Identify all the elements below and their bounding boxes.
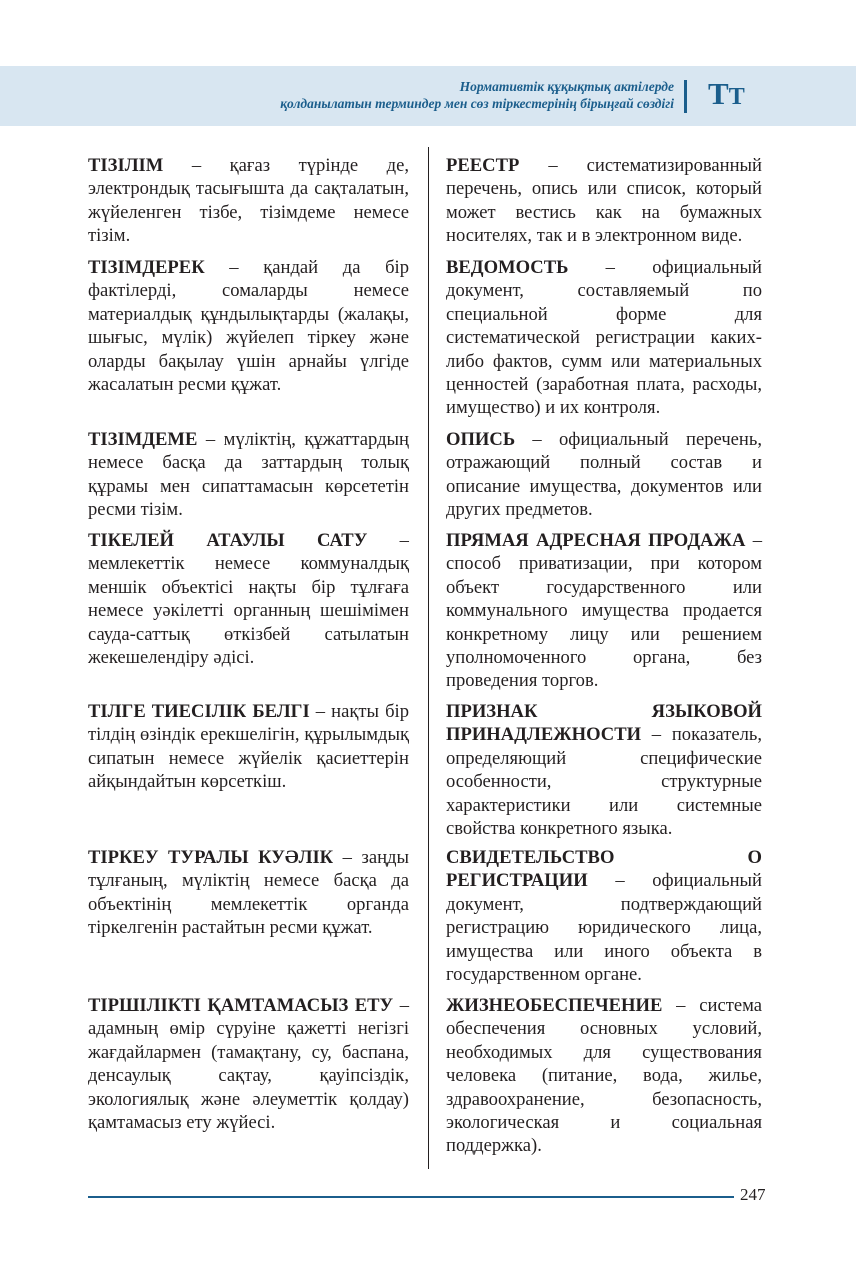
section-letter-big: Т — [708, 76, 729, 111]
definition-ru: – официальный документ, составляемый по специальной форме для систематической регистрации каких-либо фактов, сумм или материальных ценностей (заработная плата, расходы, имущество) и их контроля. — [446, 257, 762, 419]
term-kz: ТІЗІЛІМ — [88, 155, 164, 176]
definition-kz: – заңды тұлғаның, мүліктің немесе басқа да объектінің мемлекеттік органда тіркелгенін растайтын ресми құжат. — [88, 847, 409, 939]
entry-ru — [446, 154, 762, 248]
footer-rule — [88, 1196, 734, 1198]
term-ru: РЕЕСТР — [446, 155, 520, 176]
term-kz: ТІЗІМДЕМЕ — [88, 429, 198, 450]
term-kz: ТІЗІМДЕРЕК — [88, 257, 205, 278]
definition-ru: – официальный документ, подтверждающий регистрацию юридического лица, имущества или иного объекта в государственном органе. — [446, 870, 762, 986]
entry-ru — [446, 846, 762, 986]
term-ru: ЖИЗНЕОБЕСПЕЧЕНИЕ — [446, 995, 663, 1016]
term-ru: СВИДЕТЕЛЬСТВО О РЕГИСТРАЦИИ — [446, 847, 762, 892]
entry-kz — [88, 700, 409, 794]
term-kz: ТІРКЕУ ТУРАЛЫ КУӘЛІК — [88, 847, 334, 868]
entry-ru — [446, 994, 762, 1158]
term-kz: ТІРШІЛІКТІ ҚАМТАМАСЫЗ ЕТУ — [88, 995, 394, 1016]
definition-kz: – мемлекеттік немесе коммуналдық меншік объектісі нақты бір тұлғаға немесе уәкілетті органның шешімімен сауда-саттық өткізбей сатылатын жекешелендіру әдісі. — [88, 530, 409, 669]
definition-ru: – система обеспечения основных условий, необходимых для существования человека (питание, вода, жилье, здравоохранение, безопасность, экологическая и социальная поддержка). — [446, 995, 762, 1157]
definition-ru: – способ приватизации, при котором объект государственного или коммунального имущества продается конкретному лицу или решением уполномоченного органа, без проведения торгов. — [446, 530, 762, 692]
page-number: 247 — [740, 1185, 766, 1204]
definition-kz: – мүліктің, құжаттардың немесе басқа да заттардың толық құрамы мен сипаттамасын көрсететін ресми тізім. — [88, 429, 409, 521]
entry-ru — [446, 700, 762, 840]
entry-kz — [88, 428, 409, 522]
term-ru: ВЕДОМОСТЬ — [446, 257, 569, 278]
term-kz: ТІЛГЕ ТИЕСІЛІК БЕЛГІ — [88, 701, 310, 722]
entry-ru — [446, 428, 762, 522]
definition-ru: – официальный перечень, отражающий полный состав и описание имущества, документов или других предметов. — [446, 429, 762, 521]
running-header — [280, 78, 674, 112]
column-divider — [428, 147, 429, 1169]
section-letter-small: Т — [728, 84, 745, 110]
entry-kz — [88, 994, 409, 1134]
definition-kz: – қандай да бір фактілерді, сомаларды немесе материалдық құндылықтарды (жалақы, шығыс, мүлік) жүйелеп тіркеу және оларды бақылау үшін арнайы үлгіде жасалатын ресми құжат. — [88, 257, 409, 396]
definition-kz: – нақты бір тілдің өзіндік ерекшелігін, құрылымдық сипатын немесе жүйелік қасиеттерін айқындайтын көрсеткіш. — [88, 701, 409, 793]
entry-kz — [88, 256, 409, 396]
term-ru: ПРЯМАЯ АДРЕСНАЯ ПРОДАЖА — [446, 530, 746, 551]
term-ru: ОПИСЬ — [446, 429, 516, 450]
term-ru: ПРИЗНАК ЯЗЫКОВОЙ ПРИНАДЛЕЖНОСТИ — [446, 701, 762, 746]
section-letter — [708, 74, 745, 117]
entry-kz — [88, 154, 409, 248]
definition-kz: – адамның өмір сүруіне қажетті негізгі жағдайлармен (тамақтану, су, баспана, денсаулық сақтау, қауіпсіздік, экологиялық және әлеуметтік қолдау) қамтамасыз ету жүйесі. — [88, 995, 409, 1134]
header-divider — [684, 80, 687, 113]
entry-kz — [88, 529, 409, 669]
running-header-line-2: қолданылатын терминдер мен сөз тіркестерінің бірыңғай сөздігі — [280, 96, 674, 111]
definition-ru: – систематизированный перечень, опись или список, который может вестись как на бумажных носителях, так и в электронном виде. — [446, 155, 762, 247]
definition-kz: – қағаз түрінде де, электрондық тасығышта да сақталатын, жүйеленген тізбе, тізімдеме немесе тізім. — [88, 155, 409, 247]
running-header-line-1: Нормативтік құқықтық актілерде — [459, 79, 674, 94]
definition-ru: – показатель, определяющий специфические особенности, структурные характеристики или системные свойства конкретного языка. — [446, 724, 762, 840]
term-kz: ТІКЕЛЕЙ АТАУЛЫ САТУ — [88, 530, 368, 551]
entry-ru — [446, 256, 762, 420]
entry-kz — [88, 846, 409, 940]
entry-ru — [446, 529, 762, 693]
